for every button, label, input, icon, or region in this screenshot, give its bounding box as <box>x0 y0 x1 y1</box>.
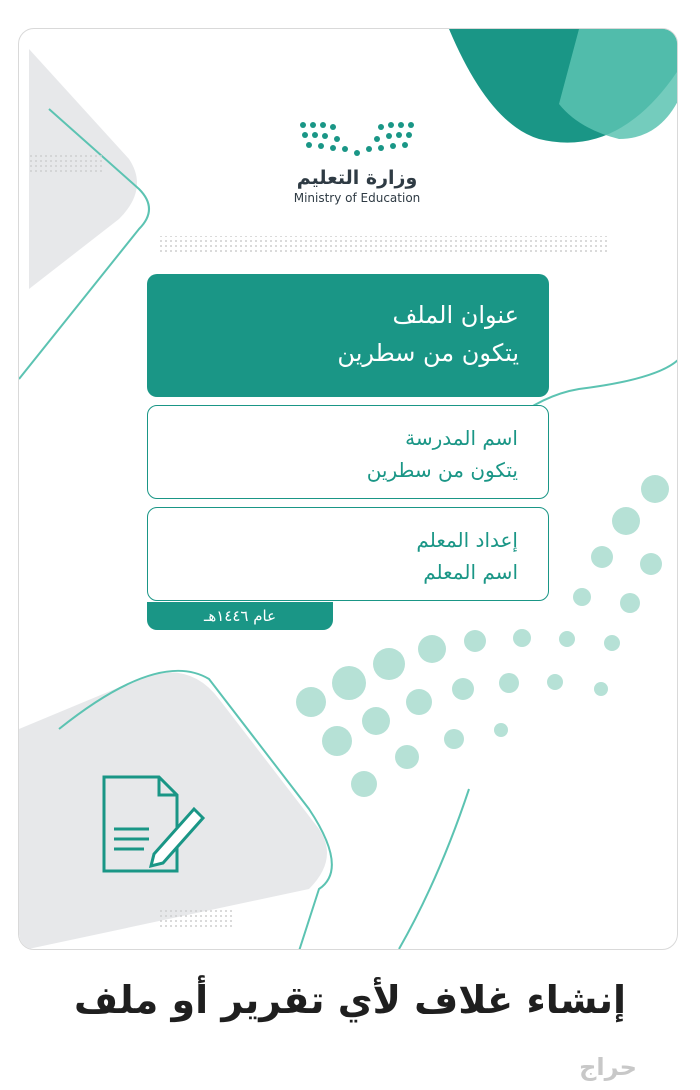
ministry-logo-icon <box>297 119 417 159</box>
year-badge: عام ١٤٤٦هـ <box>147 602 333 630</box>
ministry-name-en: Ministry of Education <box>293 191 421 205</box>
title-line-2: يتكون من سطرين <box>337 339 519 367</box>
ministry-logo <box>287 119 427 205</box>
cover-card <box>18 28 678 950</box>
title-line-1: عنوان الملف <box>392 301 519 329</box>
school-line-2: يتكون من سطرين <box>366 458 518 482</box>
teacher-line-2: اسم المعلم <box>423 560 518 584</box>
ministry-name-ar: وزارة التعليم <box>296 167 418 189</box>
school-name-box <box>147 405 549 499</box>
school-line-1: اسم المدرسة <box>405 426 518 450</box>
haraj-watermark: حراج <box>579 1053 637 1081</box>
teacher-box <box>147 507 549 601</box>
file-title-box <box>147 274 549 397</box>
document-pen-icon <box>99 769 209 879</box>
caption-text: إنشاء غلاف لأي تقرير أو ملف <box>74 978 626 1022</box>
teacher-line-1: إعداد المعلم <box>416 528 518 552</box>
